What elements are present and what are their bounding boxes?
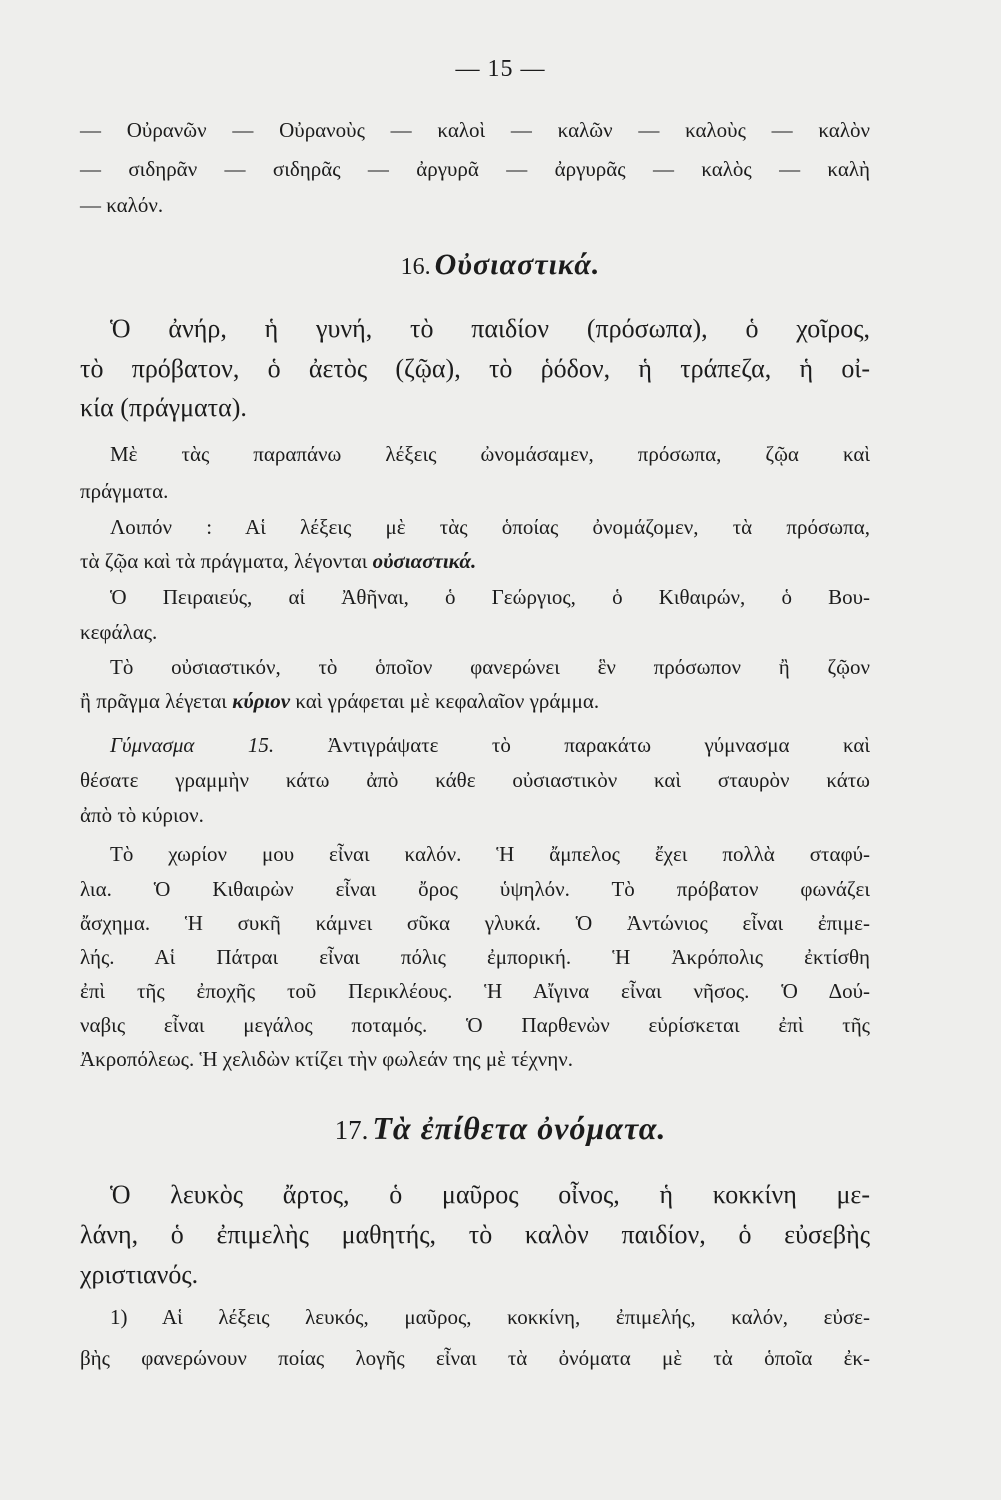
section-16-intro-line: κία (πράγματα). [80, 393, 247, 422]
exercise-text-line: λής. Αἱ Πάτραι εἶναι πόλις ἐμπορική. Ἡ Ἀκρόπολις ἐκτίσθη [80, 945, 870, 969]
paragraph-line: Τὸ οὐσιαστικόν, τὸ ὁποῖον φανερώνει ἓν πρόσωπον ἢ ζῷον [110, 655, 870, 679]
exercise-answer-line: — καλόν. [80, 193, 164, 217]
section-17-intro-line: χριστιανός. [80, 1260, 199, 1289]
exercise-instruction-line [80, 733, 870, 758]
exercise-instruction-text: Ἀντιγράψατε τὸ παρακάτω γύμνασμα καὶ [274, 733, 871, 757]
defined-term: οὐσιαστικά. [372, 549, 477, 573]
definition-line [80, 689, 870, 714]
exercise-instruction-line: θέσατε γραμμὴν κάτω ἀπὸ κάθε οὐσιαστικὸν καὶ σταυρὸν κάτω [80, 768, 870, 792]
exercise-instruction-line: ἀπὸ τὸ κύριον. [80, 803, 204, 827]
section-number: 17. [334, 1115, 369, 1145]
exercise-answer-line: — Οὐρανῶν — Οὐρανοὺς — καλοὶ — καλῶν — καλοὺς — καλὸν [80, 118, 870, 142]
section-17-heading [0, 1110, 1001, 1147]
definition-text: καὶ γράφεται μὲ κεφαλαῖον γράμμα. [290, 689, 600, 713]
definition-text: τὰ ζῷα καὶ τὰ πράγματα, λέγονται [80, 549, 373, 573]
exercise-text-line: λια. Ὁ Κιθαιρὼν εἶναι ὄρος ὑψηλόν. Τὸ πρόβατον φωνάζει [80, 877, 870, 901]
exercise-text-line: ἄσχημα. Ἡ συκῆ κάμνει σῦκα γλυκά. Ὁ Ἀντώνιος εἶναι ἐπιμε- [80, 911, 870, 935]
question-line: βὴς φανερώνουν ποίας λογῆς εἶναι τὰ ὀνόματα μὲ τὰ ὁποῖα ἐκ- [80, 1346, 870, 1370]
section-16-intro-line: Ὁ ἀνήρ, ἡ γυνή, τὸ παιδίον (πρόσωπα), ὁ χοῖρος, [110, 314, 870, 343]
exercise-label: Γύμνασμα 15. [110, 733, 275, 757]
exercise-answer-line: — σιδηρᾶν — σιδηρᾶς — ἀργυρᾶ — ἀργυρᾶς — καλὸς — καλὴ [80, 157, 870, 181]
section-number: 16. [400, 254, 431, 280]
paragraph-line: Μὲ τὰς παραπάνω λέξεις ὠνομάσαμεν, πρόσωπα, ζῷα καὶ [110, 442, 870, 466]
section-title: Οὐσιαστικά. [434, 248, 601, 281]
section-17-intro-line: λάνη, ὁ ἐπιμελὴς μαθητής, τὸ καλὸν παιδίον, ὁ εὐσεβὴς [80, 1220, 870, 1249]
exercise-text-line: Ἀκροπόλεως. Ἡ χελιδὼν κτίζει τὴν φωλεάν της μὲ τέχνην. [80, 1047, 573, 1071]
section-17-intro-line: Ὁ λευκὸς ἄρτος, ὁ μαῦρος οἶνος, ἡ κοκκίνη με- [110, 1180, 870, 1209]
paragraph-line: κεφάλας. [80, 620, 158, 644]
definition-text: ἢ πρᾶγμα λέγεται [80, 689, 233, 713]
exercise-text-line: ναβις εἶναι μεγάλος ποταμός. Ὁ Παρθενὼν εὑρίσκεται ἐπὶ τῆς [80, 1013, 870, 1037]
section-title: Τὰ ἐπίθετα ὀνόματα. [372, 1110, 667, 1146]
page-number: — 15 — [455, 56, 546, 82]
paragraph-line: Λοιπόν : Αἱ λέξεις μὲ τὰς ὁποίας ὀνομάζομεν, τὰ πρόσωπα, [110, 515, 870, 539]
defined-term: κύριον [232, 689, 291, 713]
question-line: 1) Αἱ λέξεις λευκός, μαῦρος, κοκκίνη, ἐπιμελής, καλόν, εὐσε- [110, 1305, 870, 1329]
section-16-heading [0, 248, 1001, 282]
section-16-intro-line: τὸ πρόβατον, ὁ ἀετὸς (ζῷα), τὸ ῥόδον, ἡ τράπεζα, ἡ οἰ- [80, 354, 870, 383]
exercise-text-line: ἐπὶ τῆς ἐποχῆς τοῦ Περικλέους. Ἡ Αἴγινα εἶναι νῆσος. Ὁ Δού- [80, 979, 870, 1003]
paragraph-line: πράγματα. [80, 479, 169, 503]
paragraph-line: Ὁ Πειραιεύς, αἱ Ἀθῆναι, ὁ Γεώργιος, ὁ Κιθαιρών, ὁ Βου- [110, 585, 870, 609]
definition-line [80, 549, 870, 574]
exercise-text-line: Τὸ χωρίον μου εἶναι καλόν. Ἡ ἄμπελος ἔχει πολλὰ σταφύ- [110, 842, 870, 866]
